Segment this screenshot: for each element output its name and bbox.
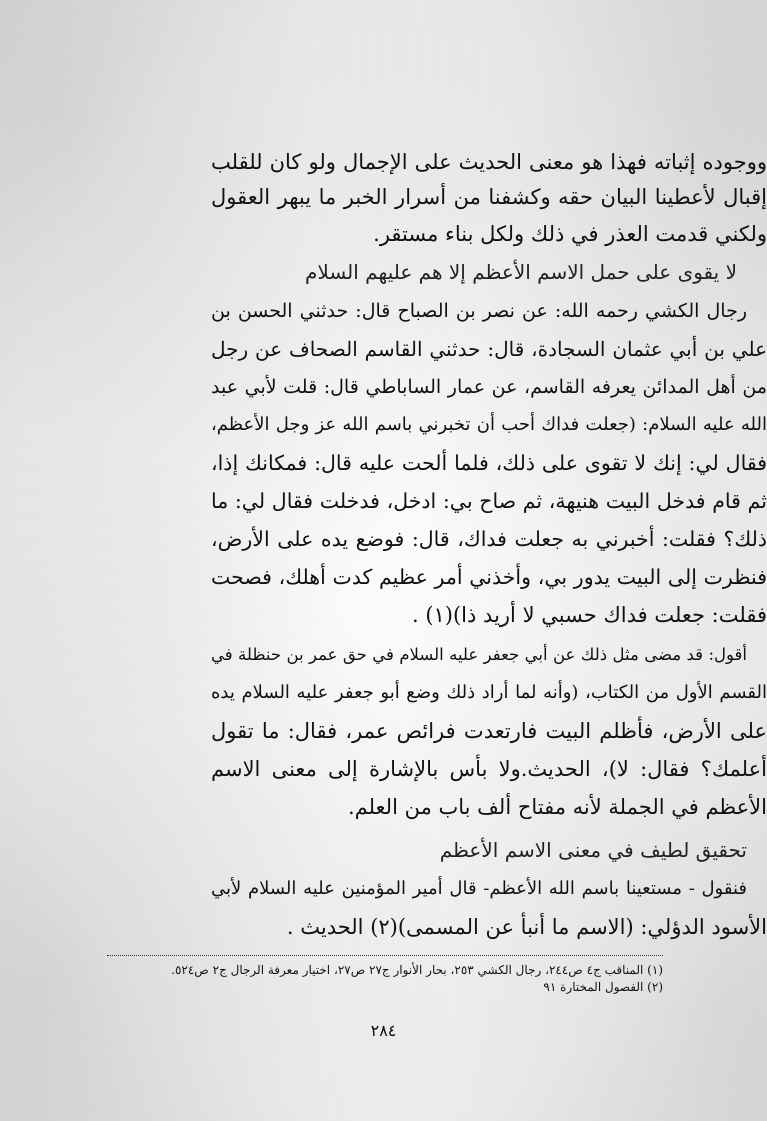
paragraph-line: من أهل المدائن يعرفه القاسم، عن عمار الساباطي قال: قلت لأبي عبد <box>211 376 767 398</box>
paragraph-line: أقول: قد مضى مثل ذلك عن أبي جعفر عليه السلام في حق عمر بن حنظلة في <box>211 645 747 664</box>
paragraph-line: على الأرض، فأظلم البيت فارتعدت فرائص عمر، فقال: ما تقول <box>211 719 767 743</box>
section-heading: لا يقوى على حمل الاسم الأعظم إلا هم عليهم السلام <box>305 260 737 284</box>
footnote: (١) المناقب ج٤ ص٢٤٤، رجال الكشي ٢٥٣، بحار الأنوار ج٢٧ ص٢٧، اختيار معرفة الرجال ج٢ ص٥٢٤. <box>171 963 663 977</box>
footnote-separator <box>107 955 663 956</box>
paragraph-line: علي بن أبي عثمان السجادة، قال: حدثني القاسم الصحاف عن رجل <box>211 337 767 361</box>
page-number: ٢٨٤ <box>370 1021 397 1040</box>
paragraph-line: الأسود الدؤلي: (الاسم ما أنبأ عن المسمى)(٢) الحديث . <box>286 915 767 939</box>
paragraph-line: فقلت: جعلت فداك حسبي لا أريد ذا)(١) . <box>411 603 767 627</box>
paragraph-line: ذلك؟ فقلت: أخبرني به جعلت فداك، قال: فوضع يده على الأرض، <box>211 527 767 551</box>
paragraph-line: ولكني قدمت العذر في ذلك ولكل بناء مستقر. <box>373 222 767 246</box>
paragraph-line: فنظرت إلى البيت يدور بي، وأخذني أمر عظيم كدت أهلك، فصحت <box>211 565 767 589</box>
paragraph-line: إقبال لأعطينا البيان حقه وكشفنا من أسرار الخبر ما يبهر العقول <box>211 185 767 209</box>
paragraph-line: الله عليه السلام: (جعلت فداك أحب أن تخبرني باسم الله عز وجل الأعظم، <box>211 414 767 435</box>
paragraph-line: القسم الأول من الكتاب، (وأنه لما أراد ذلك وضع أبو جعفر عليه السلام يده <box>211 682 767 703</box>
footnote: (٢) الفصول المختارة ٩١ <box>543 980 663 994</box>
paragraph-line: فقال لي: إنك لا تقوى على ذلك، فلما ألحت عليه قال: فمكانك إذا، <box>211 451 767 475</box>
paragraph-line: الأعظم في الجملة لأنه مفتاح ألف باب من العلم. <box>347 795 767 819</box>
paragraph-line: فنقول - مستعينا باسم الله الأعظم- قال أمير المؤمنين عليه السلام لأبي <box>211 878 747 899</box>
paragraph-line: ووجوده إثباته فهذا هو معنى الحديث على الإجمال ولو كان للقلب <box>211 150 767 174</box>
paragraph-line: أعلمك؟ فقال: لا)، الحديث.ولا بأس بالإشارة إلى معنى الاسم <box>211 757 767 781</box>
section-heading: تحقيق لطيف في معنى الاسم الأعظم <box>439 838 747 862</box>
paragraph-line: رجال الكشي رحمه الله: عن نصر بن الصباح قال: حدثني الحسن بن <box>211 300 747 322</box>
paragraph-line: ثم قام فدخل البيت هنيهة، ثم صاح بي: ادخل، فدخلت فقال لي: ما <box>211 489 767 513</box>
